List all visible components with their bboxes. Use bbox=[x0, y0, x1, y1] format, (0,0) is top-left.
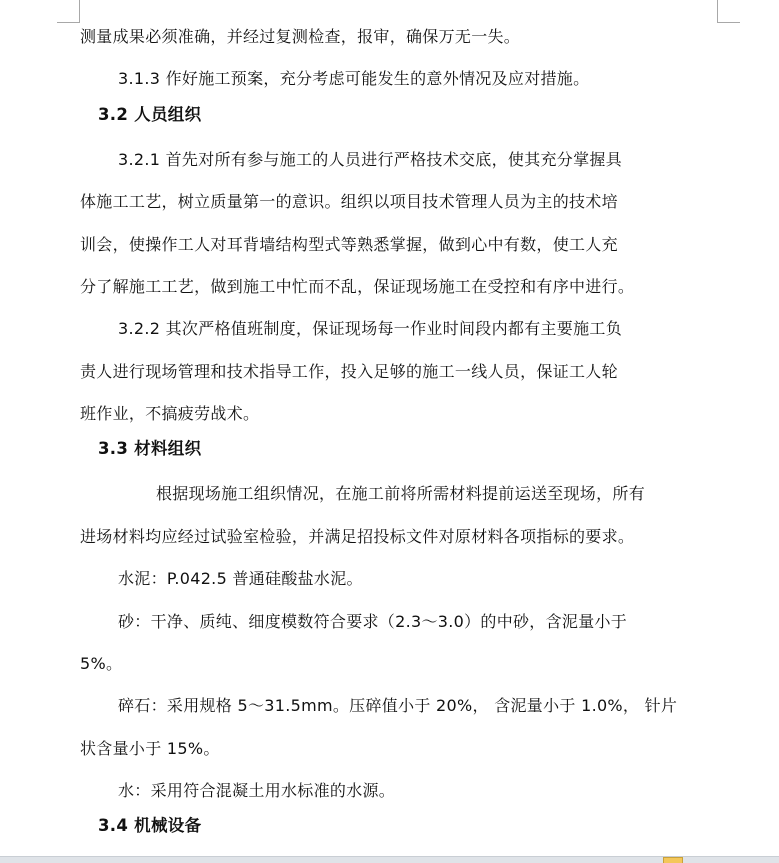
paragraph-line: 体施工工艺，树立质量第一的意识。组织以项目技术管理人员为主的技术培 bbox=[80, 192, 618, 211]
status-bar-button[interactable] bbox=[663, 857, 683, 863]
paragraph-line: 水泥：P.042.5 普通硅酸盐水泥。 bbox=[118, 569, 363, 588]
paragraph-line: 3.2.2 其次严格值班制度，保证现场每一作业时间段内都有主要施工负 bbox=[118, 319, 622, 338]
paragraph-line: 水：采用符合混凝土用水标准的水源。 bbox=[118, 781, 396, 800]
section-heading: 3.2 人员组织 bbox=[98, 105, 202, 124]
page-corner-marker-top-left bbox=[57, 0, 80, 23]
paragraph-line: 3.2.1 首先对所有参与施工的人员进行严格技术交底，使其充分掌握具 bbox=[118, 150, 622, 169]
page-corner-marker-top-right bbox=[717, 0, 740, 23]
paragraph-line: 分了解施工工艺，做到施工中忙而不乱，保证现场施工在受控和有序中进行。 bbox=[80, 277, 635, 296]
paragraph-line: 班作业，不搞疲劳战术。 bbox=[80, 404, 260, 423]
section-heading: 3.4 机械设备 bbox=[98, 816, 202, 835]
paragraph-line: 碎石：采用规格 5～31.5mm。压碎值小于 20%， 含泥量小于 1.0%， 针片 bbox=[118, 696, 678, 715]
section-heading: 3.3 材料组织 bbox=[98, 439, 202, 458]
paragraph-line: 进场材料均应经过试验室检验，并满足招投标文件对原材料各项指标的要求。 bbox=[80, 527, 635, 546]
paragraph-line: 训会，使操作工人对耳背墙结构型式等熟悉掌握，做到心中有数，使工人充 bbox=[80, 235, 618, 254]
paragraph-line: 测量成果必须准确，并经过复测检查，报审，确保万无一失。 bbox=[80, 27, 521, 46]
paragraph-line: 砂：干净、质纯、细度模数符合要求（2.3～3.0）的中砂，含泥量小于 bbox=[118, 612, 628, 631]
paragraph-line: 5%。 bbox=[80, 654, 123, 673]
paragraph-line: 根据现场施工组织情况，在施工前将所需材料提前运送至现场，所有 bbox=[156, 484, 646, 503]
paragraph-line: 责人进行现场管理和技术指导工作，投入足够的施工一线人员，保证工人轮 bbox=[80, 362, 618, 381]
paragraph-line: 3.1.3 作好施工预案，充分考虑可能发生的意外情况及应对措施。 bbox=[118, 69, 590, 88]
paragraph-line: 状含量小于 15%。 bbox=[80, 739, 220, 758]
